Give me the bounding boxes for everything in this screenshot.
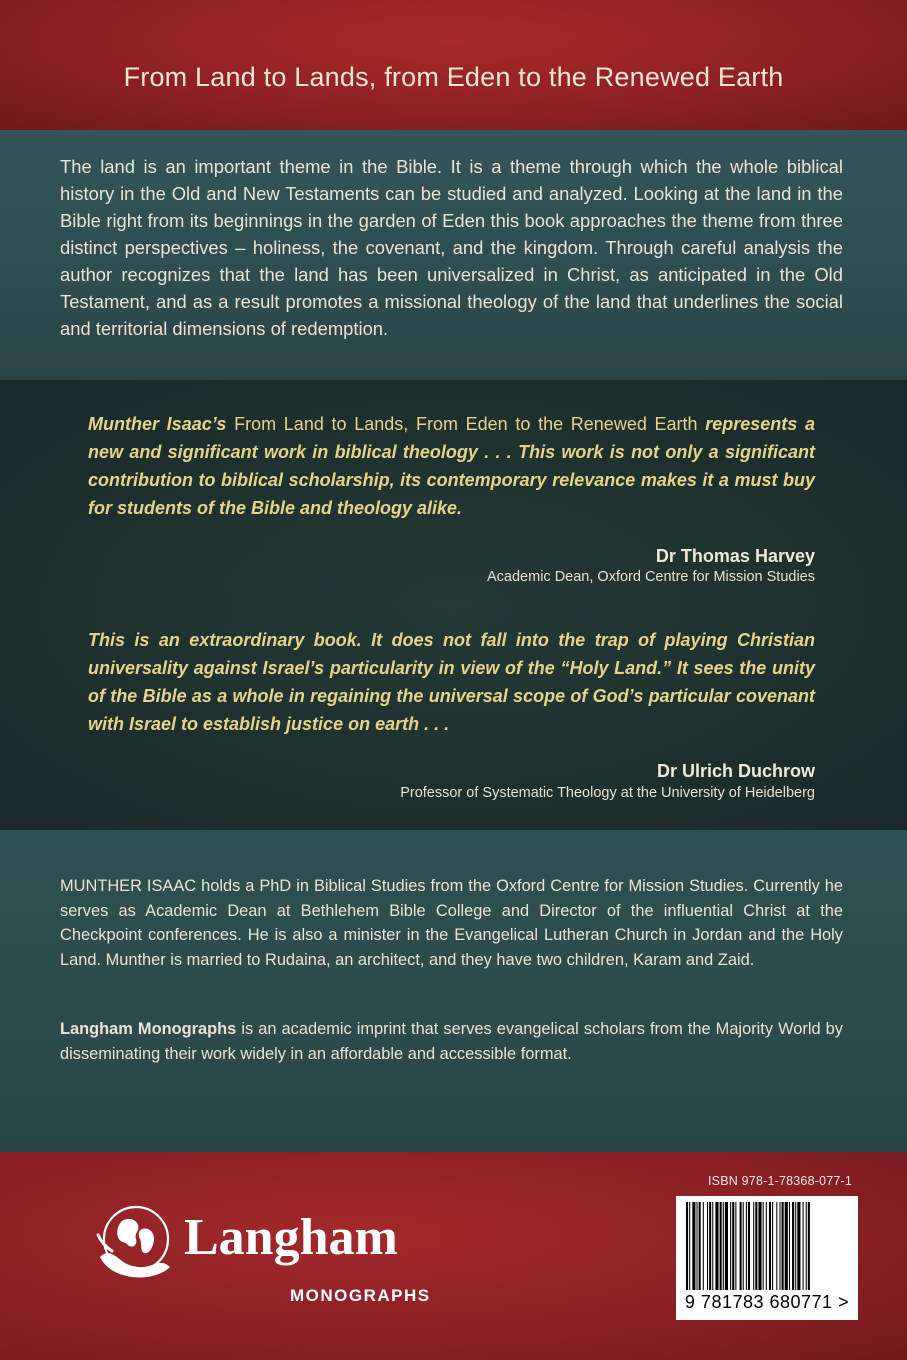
barcode-bar — [792, 1202, 794, 1290]
globe-hands-icon — [92, 1199, 176, 1283]
barcode-bar — [720, 1202, 722, 1290]
endorser-2-role: Professor of Systematic Theology at the University of Heidelberg — [400, 785, 815, 801]
barcode-bar — [730, 1202, 731, 1290]
barcode-bar — [725, 1202, 728, 1290]
cover-title: From Land to Lands, from Eden to the Renewed Earth — [123, 62, 784, 92]
barcode-bar — [755, 1202, 757, 1290]
barcode-bar — [746, 1202, 747, 1290]
barcode-bar — [715, 1202, 718, 1290]
imprint-text: is an academic imprint that serves evangelical scholars from the Majority World by disseminating their work widely in an affordable and accessible format. — [60, 1020, 843, 1063]
barcode-bar — [789, 1202, 790, 1290]
imprint-name: Langham Monographs — [60, 1020, 237, 1038]
barcode-bar — [772, 1202, 773, 1290]
barcode-bar — [732, 1202, 734, 1290]
barcode-bar — [763, 1202, 764, 1290]
book-description: The land is an important theme in the Bible. It is a theme through which the whole biblical history in the Old and New Testaments can be studied and analyzed. Looking at the land in the Bible right from its beginnings in the garden of Eden this book approaches the theme from three distinct perspectives – holiness, the covenant, and the kingdom. Through careful analysis the author recognizes that the land has been universalized in Christ, as anticipated in the Old Testament, and as a result promotes a missional theology of the land that underlines the social and territorial dimensions of redemption. — [60, 156, 843, 339]
barcode-bar — [785, 1202, 788, 1290]
imprint-statement — [60, 1017, 843, 1066]
barcode-bar — [766, 1202, 767, 1290]
barcode-bar — [703, 1202, 704, 1290]
barcode-bar — [769, 1202, 771, 1290]
barcode-bar — [689, 1202, 690, 1290]
barcode-bar — [779, 1202, 780, 1290]
barcode-bar — [709, 1202, 711, 1290]
barcode-bar — [803, 1202, 804, 1290]
barcode-bar — [740, 1202, 742, 1290]
barcode-digits: 9 781783 680771 > — [684, 1292, 850, 1312]
barcode-bar — [699, 1202, 701, 1290]
endorsement-1-book-title: From Land to Lands, From Eden to the Renewed Earth — [226, 414, 706, 434]
barcode-bar — [692, 1202, 695, 1290]
barcode-bar — [776, 1202, 777, 1290]
barcode-bar — [735, 1202, 736, 1290]
endorsement-1-lead: Munther Isaac’s — [88, 414, 227, 434]
endorser-2-name: Dr Ulrich Duchrow — [656, 761, 815, 781]
publisher-name: Langham — [184, 1209, 398, 1266]
barcode-bar — [795, 1202, 796, 1290]
barcode-bar — [797, 1202, 800, 1290]
barcode-bar — [782, 1202, 784, 1290]
barcode-bar — [758, 1202, 761, 1290]
barcode-bar — [743, 1202, 744, 1290]
endorsement-quote-1 — [88, 410, 815, 522]
endorser-1-name: Dr Thomas Harvey — [655, 546, 815, 566]
barcode-bar — [753, 1202, 754, 1290]
barcode-bar — [723, 1202, 724, 1290]
publisher-subtitle: MONOGRAPHS — [290, 1286, 431, 1305]
barcode-bar — [686, 1202, 688, 1290]
barcode-bars — [680, 1202, 854, 1292]
barcode-bar — [707, 1202, 708, 1290]
endorsement-quote-2: This is an extraordinary book. It does not fall into the trap of playing Christian universality against Israel’s particularity in view of the “Holy Land.” It sees the unity of the Bible as a whole in regaining the universal scope of God’s particular covenant with Israel to establish justice on earth . . . — [88, 630, 815, 734]
barcode-bar — [808, 1202, 810, 1290]
barcode-bar — [697, 1202, 698, 1290]
barcode — [676, 1196, 858, 1320]
barcode-bar — [748, 1202, 750, 1290]
barcode-bar — [712, 1202, 713, 1290]
author-bio: MUNTHER ISAAC holds a PhD in Biblical Studies from the Oxford Centre for Mission Studies. Currently he serves as Academic Dean at Bethlehem Bible College and Director of the influential Christ at the Checkpoint conferences. He is also a minister in the Evangelical Lutheran Church in Jordan and the Holy Land. Munther is married to Rudaina, an architect, and they have two children, Karam and Zaid. — [60, 877, 843, 969]
endorser-1-role: Academic Dean, Oxford Centre for Mission Studies — [487, 569, 815, 585]
isbn-label: ISBN 978-1-78368-077-1 — [708, 1174, 853, 1188]
barcode-bar — [806, 1202, 807, 1290]
endorsement-1-rest: represents a new and significant work in biblical theology . . . This work is not only a significant contribution to biblical scholarship, its contemporary relevance makes it a must buy for students of the Bible and theology alike. — [88, 414, 815, 518]
